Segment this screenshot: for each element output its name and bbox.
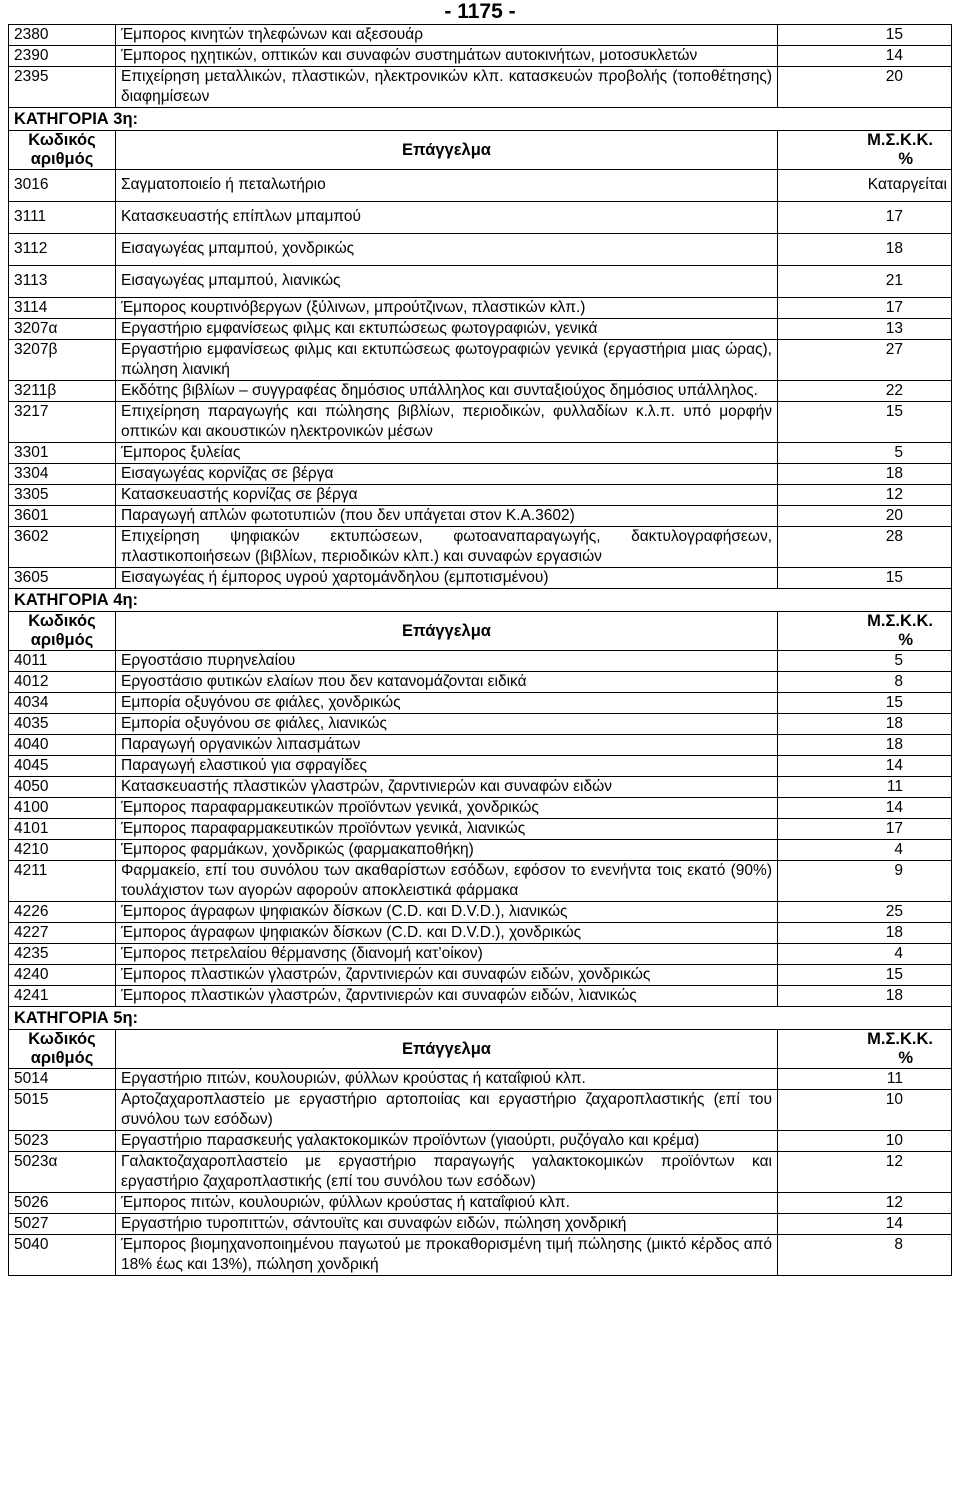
profit-rate: 14 <box>778 1214 952 1235</box>
activity-code: 4241 <box>9 986 116 1007</box>
header-code-line2: αριθμός <box>30 150 94 168</box>
table-body <box>9 25 952 1276</box>
activity-description: Εισαγωγέας μπαμπού, χονδρικώς <box>116 234 778 266</box>
profit-rate: 18 <box>778 714 952 735</box>
table-row <box>9 986 952 1007</box>
category-title: ΚΑΤΗΓΟΡΙΑ 4η: <box>9 589 952 612</box>
profit-rate: 18 <box>778 986 952 1007</box>
activity-description: Φαρμακείο, επί του συνόλου των ακαθαρίστων εσόδων, εφόσον το ενενήντα τοις εκατό (90%) τουλάχιστον των αγορών αφορούν αποκλειστικά φάρμακα <box>116 861 778 902</box>
activity-code: 3114 <box>9 298 116 319</box>
profit-rate: 9 <box>778 861 952 902</box>
profit-rate: 11 <box>778 1069 952 1090</box>
activity-description: Παραγωγή απλών φωτοτυπιών (που δεν υπάγεται στον Κ.Α.3602) <box>116 506 778 527</box>
activity-description: Έμπορος ηχητικών, οπτικών και συναφών συστημάτων αυτοκινήτων, μοτοσυκλετών <box>116 46 778 67</box>
table-row <box>9 693 952 714</box>
table-row <box>9 266 952 298</box>
activity-description: Έμπορος φαρμάκων, χονδρικώς (φαρμακαποθήκη) <box>116 840 778 861</box>
table-row <box>9 67 952 108</box>
column-header-row <box>9 612 952 651</box>
table-row <box>9 170 952 202</box>
profit-rate: 17 <box>778 819 952 840</box>
header-mskk-line1: Μ.Σ.Κ.Κ. <box>867 1030 933 1048</box>
activity-code: 4045 <box>9 756 116 777</box>
activity-description: Σαγματοποιείο ή πεταλωτήριο <box>116 170 778 202</box>
column-header-row <box>9 1030 952 1069</box>
activity-description: Αρτοζαχαροπλαστείο με εργαστήριο αρτοποιίας και εργαστήριο ζαχαροπλαστικής (επί του συνόλου των εσόδων) <box>116 1090 778 1131</box>
header-mskk-line2: % <box>898 631 913 649</box>
activity-description: Εισαγωγέας ή έμπορος υγρού χαρτομάνδηλου (εμποτισμένου) <box>116 568 778 589</box>
profit-rate: 17 <box>778 298 952 319</box>
occupation-rates-table <box>8 24 952 1276</box>
activity-description: Έμπορος κουρτινόβεργων (ξύλινων, μπρούτζινων, πλαστικών κλπ.) <box>116 298 778 319</box>
activity-code: 3301 <box>9 443 116 464</box>
activity-description: Εμπορία οξυγόνου σε φιάλες, χονδρικώς <box>116 693 778 714</box>
activity-description: Παραγωγή ελαστικού για σφραγίδες <box>116 756 778 777</box>
activity-code: 5040 <box>9 1235 116 1276</box>
activity-description: Κατασκευαστής επίπλων μπαμπού <box>116 202 778 234</box>
activity-code: 4012 <box>9 672 116 693</box>
profit-rate: 14 <box>778 756 952 777</box>
profit-rate: 14 <box>778 798 952 819</box>
table-row <box>9 777 952 798</box>
header-mskk-line1: Μ.Σ.Κ.Κ. <box>867 131 933 149</box>
activity-code: 4235 <box>9 944 116 965</box>
activity-description: Εργαστήριο πιτών, κουλουριών, φύλλων κρούστας ή καταΐφιού κλπ. <box>116 1069 778 1090</box>
header-code-line2: αριθμός <box>30 1049 94 1067</box>
page-number: - 1175 - <box>444 0 516 23</box>
activity-description: Εισαγωγέας κορνίζας σε βέργα <box>116 464 778 485</box>
activity-description: Έμπορος ξυλείας <box>116 443 778 464</box>
activity-code: 3605 <box>9 568 116 589</box>
activity-description: Κατασκευαστής πλαστικών γλαστρών, ζαρντινιερών και συναφών ειδών <box>116 777 778 798</box>
activity-code: 5023 <box>9 1131 116 1152</box>
activity-code: 4101 <box>9 819 116 840</box>
activity-code: 3211β <box>9 381 116 402</box>
activity-description: Έμπορος κινητών τηλεφώνων και αξεσουάρ <box>116 25 778 46</box>
profit-rate: 12 <box>778 485 952 506</box>
activity-description: Εργοστάσιο φυτικών ελαίων που δεν κατανομάζονται ειδικά <box>116 672 778 693</box>
header-code <box>9 131 116 170</box>
table-row <box>9 485 952 506</box>
activity-code: 3305 <box>9 485 116 506</box>
activity-code: 4040 <box>9 735 116 756</box>
activity-code: 5014 <box>9 1069 116 1090</box>
table-row <box>9 1235 952 1276</box>
table-row <box>9 756 952 777</box>
table-row <box>9 672 952 693</box>
table-row <box>9 340 952 381</box>
activity-description: Εμπορία οξυγόνου σε φιάλες, λιανικώς <box>116 714 778 735</box>
activity-code: 4240 <box>9 965 116 986</box>
profit-rate: 18 <box>778 464 952 485</box>
header-occupation: Επάγγελμα <box>116 131 778 170</box>
activity-description: Κατασκευαστής κορνίζας σε βέργα <box>116 485 778 506</box>
activity-description: Εργοστάσιο πυρηνελαίου <box>116 651 778 672</box>
activity-code: 3016 <box>9 170 116 202</box>
table-row <box>9 568 952 589</box>
profit-rate: 28 <box>778 527 952 568</box>
profit-rate: 15 <box>778 402 952 443</box>
table-row <box>9 202 952 234</box>
table-row <box>9 651 952 672</box>
activity-code: 4050 <box>9 777 116 798</box>
profit-rate: 18 <box>778 234 952 266</box>
table-row <box>9 298 952 319</box>
profit-rate: 25 <box>778 902 952 923</box>
header-mskk <box>778 1030 952 1069</box>
activity-description: Έμπορος άγραφων ψηφιακών δίσκων (C.D. και D.V.D.), λιανικώς <box>116 902 778 923</box>
table-row <box>9 1090 952 1131</box>
header-mskk <box>778 612 952 651</box>
activity-description: Έμπορος παραφαρμακευτικών προϊόντων γενικά, χονδρικώς <box>116 798 778 819</box>
header-mskk-line1: Μ.Σ.Κ.Κ. <box>867 612 933 630</box>
activity-description: Εργαστήριο εμφανίσεως φιλμς και εκτυπώσεως φωτογραφιών, γενικά <box>116 319 778 340</box>
profit-rate: 12 <box>778 1152 952 1193</box>
activity-description: Έμπορος πετρελαίου θέρμανσης (διανομή κατ’οίκον) <box>116 944 778 965</box>
activity-description: Επιχείρηση ψηφιακών εκτυπώσεων, φωτοαναπαραγωγής, δακτυλογραφήσεων, πλαστικοποιήσεων (βιβλίων, περιοδικών κλπ.) και συναφών εργασιών <box>116 527 778 568</box>
activity-code: 5023α <box>9 1152 116 1193</box>
profit-rate: 22 <box>778 381 952 402</box>
activity-code: 3207α <box>9 319 116 340</box>
header-code-line1: Κωδικός <box>28 1030 96 1048</box>
activity-description: Έμπορος πιτών, κουλουριών, φύλλων κρούστας ή καταΐφιού κλπ. <box>116 1193 778 1214</box>
activity-code: 4035 <box>9 714 116 735</box>
profit-rate: 5 <box>778 651 952 672</box>
profit-rate: 18 <box>778 923 952 944</box>
profit-rate: 8 <box>778 1235 952 1276</box>
table-row <box>9 819 952 840</box>
category-row <box>9 1007 952 1030</box>
profit-rate: 17 <box>778 202 952 234</box>
activity-code: 3112 <box>9 234 116 266</box>
activity-description: Εργαστήριο παρασκευής γαλακτοκομικών προϊόντων (γιαούρτι, ρυζόγαλο και κρέμα) <box>116 1131 778 1152</box>
activity-code: 3217 <box>9 402 116 443</box>
header-code-line1: Κωδικός <box>28 612 96 630</box>
header-mskk <box>778 131 952 170</box>
activity-code: 2395 <box>9 67 116 108</box>
activity-code: 2390 <box>9 46 116 67</box>
activity-code: 4100 <box>9 798 116 819</box>
column-header-row <box>9 131 952 170</box>
profit-rate: 14 <box>778 46 952 67</box>
table-row <box>9 902 952 923</box>
header-occupation: Επάγγελμα <box>116 612 778 651</box>
table-row <box>9 861 952 902</box>
header-occupation: Επάγγελμα <box>116 1030 778 1069</box>
table-row <box>9 319 952 340</box>
table-row <box>9 1214 952 1235</box>
activity-description: Έμπορος πλαστικών γλαστρών, ζαρντινιερών και συναφών ειδών, λιανικώς <box>116 986 778 1007</box>
table-row <box>9 1152 952 1193</box>
header-mskk-line2: % <box>898 150 913 168</box>
profit-rate: 13 <box>778 319 952 340</box>
profit-rate: 10 <box>778 1090 952 1131</box>
table-row <box>9 234 952 266</box>
header-code <box>9 1030 116 1069</box>
category-row <box>9 108 952 131</box>
activity-description: Έμπορος βιομηχανοποιημένου παγωτού με προκαθορισμένη τιμή πώλησης (μικτό κέρδος από 18% έως και 13%), πώληση χονδρική <box>116 1235 778 1276</box>
activity-code: 3207β <box>9 340 116 381</box>
profit-rate: 11 <box>778 777 952 798</box>
profit-rate: 20 <box>778 67 952 108</box>
activity-code: 4226 <box>9 902 116 923</box>
table-row <box>9 443 952 464</box>
activity-description: Εισαγωγέας μπαμπού, λιανικώς <box>116 266 778 298</box>
category-title: ΚΑΤΗΓΟΡΙΑ 3η: <box>9 108 952 131</box>
profit-rate: 15 <box>778 568 952 589</box>
activity-code: 4210 <box>9 840 116 861</box>
table-row <box>9 965 952 986</box>
profit-rate: 27 <box>778 340 952 381</box>
category-title: ΚΑΤΗΓΟΡΙΑ 5η: <box>9 1007 952 1030</box>
activity-code: 3304 <box>9 464 116 485</box>
table-row <box>9 944 952 965</box>
header-mskk-line2: % <box>898 1049 913 1067</box>
table-row <box>9 714 952 735</box>
table-row <box>9 1193 952 1214</box>
table-row <box>9 1131 952 1152</box>
profit-rate: 4 <box>778 840 952 861</box>
activity-code: 5027 <box>9 1214 116 1235</box>
table-row <box>9 840 952 861</box>
activity-code: 4211 <box>9 861 116 902</box>
table-row <box>9 923 952 944</box>
activity-description: Έμπορος άγραφων ψηφιακών δίσκων (C.D. και D.V.D.), χονδρικώς <box>116 923 778 944</box>
table-row <box>9 464 952 485</box>
category-row <box>9 589 952 612</box>
activity-description: Γαλακτοζαχαροπλαστείο με εργαστήριο παραγωγής γαλακτοκομικών προϊόντων και εργαστήριο ζαχαροπλαστικής (επί του συνόλου των εσόδων) <box>116 1152 778 1193</box>
table-row <box>9 381 952 402</box>
profit-rate: 21 <box>778 266 952 298</box>
profit-rate: 12 <box>778 1193 952 1214</box>
table-row <box>9 25 952 46</box>
activity-description: Επιχείρηση παραγωγής και πώλησης βιβλίων, περιοδικών, φυλλαδίων κ.λ.π. υπό μορφήν οπτικών και ακουστικών ηλεκτρονικών μέσων <box>116 402 778 443</box>
table-row <box>9 735 952 756</box>
activity-description: Έμπορος παραφαρμακευτικών προϊόντων γενικά, λιανικώς <box>116 819 778 840</box>
activity-description: Έμπορος πλαστικών γλαστρών, ζαρντινιερών και συναφών ειδών, χονδρικώς <box>116 965 778 986</box>
activity-code: 4011 <box>9 651 116 672</box>
activity-code: 3113 <box>9 266 116 298</box>
activity-code: 4034 <box>9 693 116 714</box>
activity-description: Επιχείρηση μεταλλικών, πλαστικών, ηλεκτρονικών κλπ. κατασκευών προβολής (τοποθέτησης) διαφημίσεων <box>116 67 778 108</box>
activity-description: Εργαστήριο τυροπιττών, σάντουϊτς και συναφών ειδών, πώληση χονδρική <box>116 1214 778 1235</box>
header-code <box>9 612 116 651</box>
profit-rate: 15 <box>778 25 952 46</box>
table-row <box>9 402 952 443</box>
table-row <box>9 527 952 568</box>
activity-code: 3111 <box>9 202 116 234</box>
activity-code: 2380 <box>9 25 116 46</box>
profit-rate: 5 <box>778 443 952 464</box>
profit-rate: 4 <box>778 944 952 965</box>
activity-code: 5026 <box>9 1193 116 1214</box>
activity-code: 5015 <box>9 1090 116 1131</box>
table-row <box>9 46 952 67</box>
profit-rate: Καταργείται <box>778 170 952 202</box>
header-code-line1: Κωδικός <box>28 131 96 149</box>
profit-rate: 20 <box>778 506 952 527</box>
profit-rate: 18 <box>778 735 952 756</box>
profit-rate: 8 <box>778 672 952 693</box>
header-code-line2: αριθμός <box>30 631 94 649</box>
table-row <box>9 798 952 819</box>
activity-code: 3601 <box>9 506 116 527</box>
activity-description: Εκδότης βιβλίων – συγγραφέας δημόσιος υπάλληλος και συνταξιούχος δημόσιος υπάλληλος. <box>116 381 778 402</box>
table-row <box>9 1069 952 1090</box>
activity-description: Εργαστήριο εμφανίσεως φιλμς και εκτυπώσεως φωτογραφιών γενικά (εργαστήρια μιας ώρας), πώληση λιανική <box>116 340 778 381</box>
table-row <box>9 506 952 527</box>
profit-rate: 15 <box>778 965 952 986</box>
activity-code: 4227 <box>9 923 116 944</box>
activity-code: 3602 <box>9 527 116 568</box>
profit-rate: 15 <box>778 693 952 714</box>
profit-rate: 10 <box>778 1131 952 1152</box>
activity-description: Παραγωγή οργανικών λιπασμάτων <box>116 735 778 756</box>
